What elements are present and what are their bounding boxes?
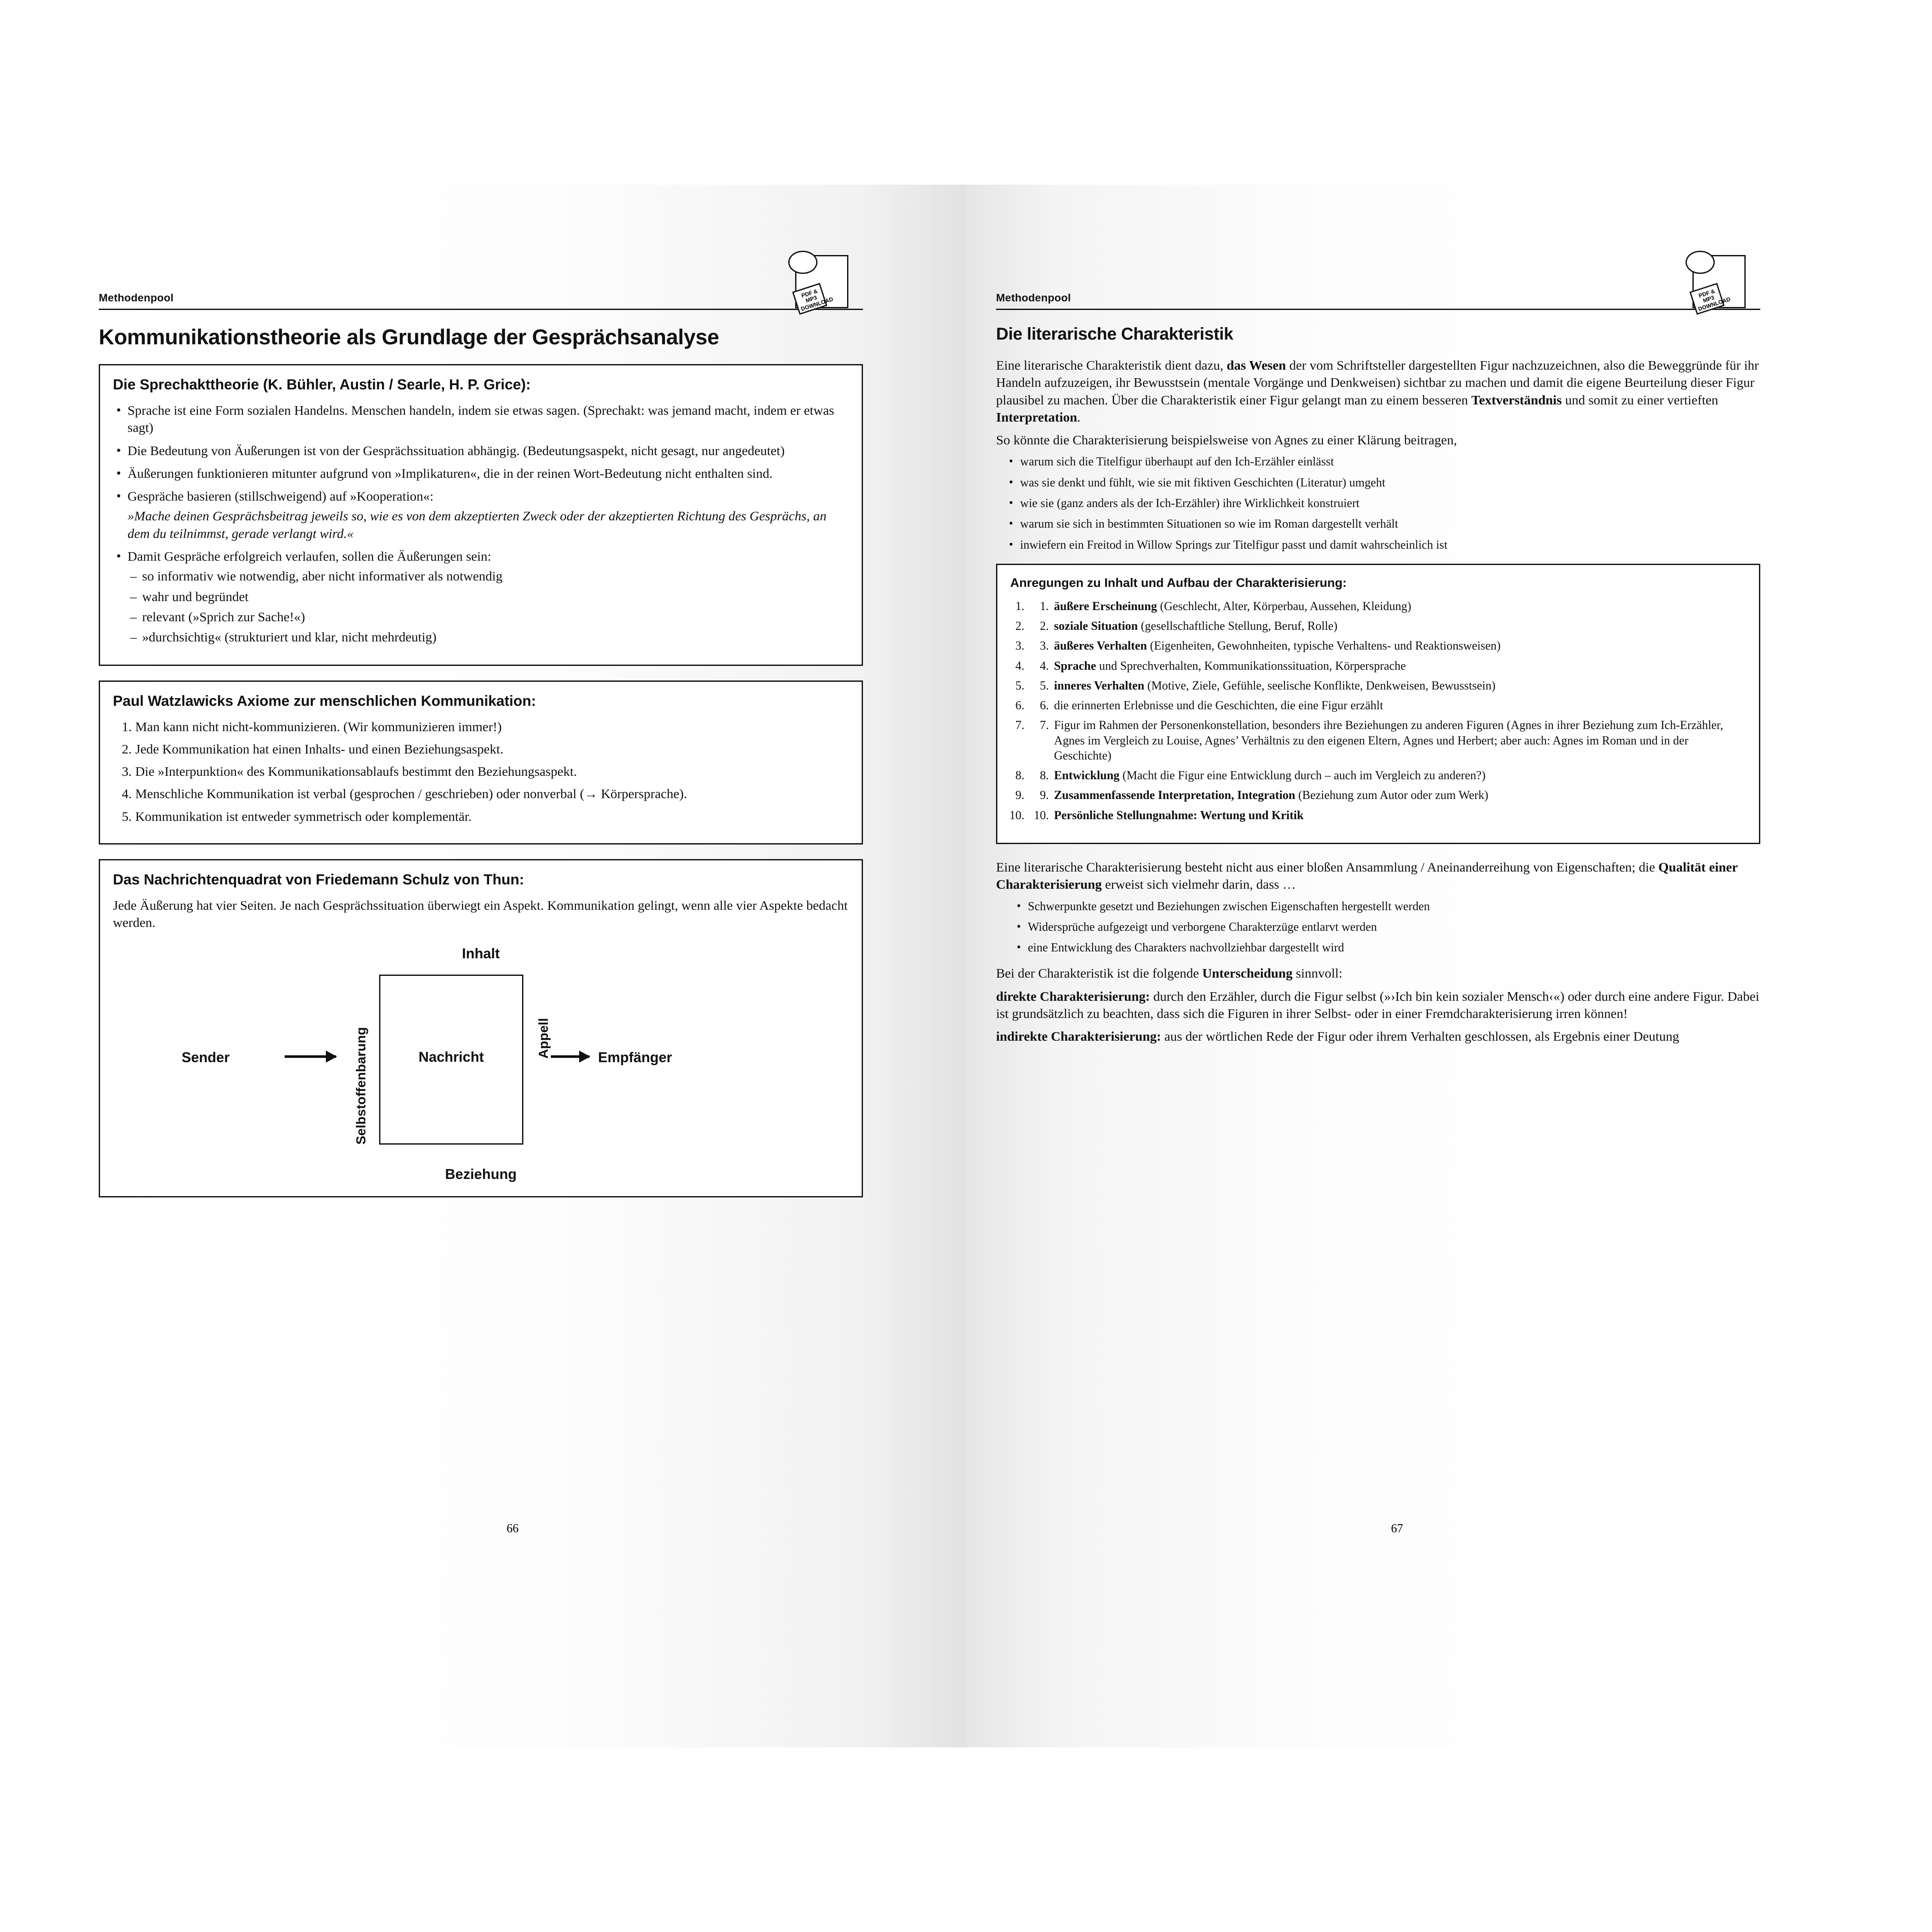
text-run: aus der wörtlichen Rede der Figur oder ihrem Verhalten geschlossen, als Ergebnis einer Deutung bbox=[1161, 1029, 1679, 1044]
list-item: • warum sie sich in bestimmten Situationen so wie im Roman dargestellt verhält bbox=[1005, 516, 1760, 532]
sprechakt-bullets bbox=[113, 402, 849, 646]
item-text: (Eigenheiten, Gewohnheiten, typische Verhaltens- und Reaktionsweisen) bbox=[1147, 639, 1501, 653]
right-page bbox=[996, 292, 1760, 1051]
item-text: (Macht die Figur eine Entwicklung durch – auch im Vergleich zu anderen?) bbox=[1119, 769, 1486, 783]
list-item: • warum sich die Titelfigur überhaupt auf den Ich-Erzähler einlässt bbox=[1005, 454, 1760, 469]
item-text: Figur im Rahmen der Personenkonstellation, besonders ihre Beziehungen zu anderen Figuren (Agnes in ihrer Beziehung zum Ich-Erzähler, Agnes im Vergleich zu Louise, Agnes’ Verhältnis zu den eigenen Eltern, Agnes und Herbert; aber auch: Agnes im Roman und in der Geschichte) bbox=[1054, 719, 1723, 762]
box-watzlawick bbox=[99, 680, 863, 844]
item-text: (Geschlecht, Alter, Körperbau, Aussehen, Kleidung) bbox=[1157, 599, 1412, 613]
diagram-label-appell: Appell bbox=[536, 1018, 551, 1059]
list-item: – relevant (»Sprich zur Sache!«) bbox=[128, 608, 849, 626]
box-title-anregungen: Anregungen zu Inhalt und Aufbau der Charakterisierung: bbox=[1010, 576, 1347, 590]
list-item bbox=[1027, 659, 1746, 674]
diagram-label-nachricht: Nachricht bbox=[418, 1048, 484, 1065]
text-run-bold: direkte Charakterisierung: bbox=[996, 988, 1150, 1004]
direkte-charakterisierung bbox=[996, 988, 1760, 1023]
list-item bbox=[1027, 768, 1746, 783]
text-run: sinnvoll: bbox=[1292, 966, 1343, 981]
item-text: die erinnerten Erlebnisse und die Geschichten, die eine Figur erzählt bbox=[1054, 699, 1383, 713]
list-item: Kommunikation ist entweder symmetrisch oder komplementär. bbox=[135, 808, 472, 824]
text-run: der vom Schriftsteller dargestellten Figur nachzuzeichnen, also die Beweggründe für ihr Handeln aufzuzeigen, ihr Bewusstsein (mentale Vorgänge und Denkweisen) sichtbar zu machen und damit die eigene Beurteilung dieser Figur plausibel zu machen. Über die Charakteristik einer Figur gelangt man zu einem besseren bbox=[996, 358, 1759, 407]
list-item: • inwiefern ein Freitod in Willow Springs zur Titelfigur passt und damit wahrscheinlich ist bbox=[1005, 538, 1760, 553]
list-item: Man kann nicht nicht-kommunizieren. (Wir kommunizieren immer!) bbox=[135, 719, 502, 734]
text-run: . bbox=[1077, 409, 1081, 425]
text-run-bold: das Wesen bbox=[1227, 358, 1286, 373]
list-item-text: Damit Gespräche erfolgreich verlaufen, sollen die Äußerungen sein: bbox=[128, 549, 492, 564]
text-run-bold: Textverständnis bbox=[1471, 392, 1562, 407]
badge-tag-label: PDF & MP3 DOWNLOAD bbox=[800, 288, 834, 312]
quality-bullets bbox=[1013, 899, 1760, 956]
list-item bbox=[1027, 638, 1746, 653]
item-keyword: Sprache bbox=[1054, 659, 1096, 673]
list-item: • wie sie (ganz anders als der Ich-Erzähler) ihre Wirklichkeit konstruiert bbox=[1005, 496, 1760, 511]
download-badge-icon-right bbox=[1683, 249, 1752, 313]
arrow-right-icon bbox=[551, 1055, 589, 1058]
item-text: (gesellschaftliche Stellung, Beruf, Rolle) bbox=[1138, 620, 1338, 633]
list-item-text: Gespräche basieren (stillschweigend) auf »Kooperation«: bbox=[128, 489, 434, 504]
item-keyword: soziale Situation bbox=[1054, 620, 1138, 633]
grice-quote: »Mache deinen Gesprächsbeitrag jeweils so, wie es von dem akzeptierten Zweck oder der akzeptierten Richtung des Gesprächs, an dem du teilnimmst, gerade verlangt wird.« bbox=[128, 508, 826, 541]
intro-paragraph-2: So könnte die Charakterisierung beispielsweise von Agnes zu einer Klärung beitragen, bbox=[996, 432, 1457, 448]
anregungen-list bbox=[1010, 599, 1746, 823]
item-keyword: äußere Erscheinung bbox=[1054, 599, 1157, 613]
text-run: und somit zu einer vertieften bbox=[1561, 392, 1718, 407]
text-run-bold: Qualität einer Charakterisierung bbox=[996, 860, 1738, 892]
badge-circle bbox=[788, 251, 817, 274]
list-item: – so informativ wie notwendig, aber nicht informativer als notwendig bbox=[128, 568, 849, 585]
box-title-sprechakttheorie: Die Sprechakttheorie (K. Bühler, Austin / Searle, H. P. Grice): bbox=[113, 377, 531, 393]
text-run: Bei der Charakteristik ist die folgende bbox=[996, 966, 1203, 981]
text-run: Eine literarische Charakteristik dient dazu, bbox=[996, 358, 1227, 373]
text-run-bold: Unterscheidung bbox=[1202, 966, 1293, 981]
list-item bbox=[113, 488, 849, 542]
list-item bbox=[1027, 599, 1746, 614]
diagram-label-empfaenger: Empfänger bbox=[598, 1049, 672, 1065]
badge-tag-label: PDF & MP3 DOWNLOAD bbox=[1697, 288, 1732, 312]
text-run-bold: indirekte Charakterisierung: bbox=[996, 1029, 1161, 1044]
list-item: • was sie denkt und fühlt, wie sie mit fiktiven Geschichten (Literatur) umgeht bbox=[1005, 475, 1760, 490]
item-keyword: Zusammenfassende Interpretation, Integration bbox=[1054, 789, 1295, 802]
box-sprechakttheorie bbox=[99, 364, 863, 666]
text-run: Eine literarische Charakterisierung besteht nicht aus einer bloßen Ansammlung / Aneinanderreihung von Eigenschaften; die bbox=[996, 860, 1659, 875]
intro-bullets bbox=[1005, 454, 1760, 552]
page-number-right: 67 bbox=[1391, 1522, 1403, 1535]
list-item: • Die Bedeutung von Äußerungen ist von der Gesprächssituation abhängig. (Bedeutungsaspekt, nicht gesagt, nur angedeutet) bbox=[113, 442, 849, 459]
left-page bbox=[99, 292, 863, 1212]
page-title-left: Kommunikationstheorie als Grundlage der Gesprächsanalyse bbox=[99, 325, 719, 349]
nachrichtenquadrat-paragraph: Jede Äußerung hat vier Seiten. Je nach Gesprächssituation überwiegt ein Aspekt. Kommunikation gelingt, wenn alle vier Aspekte bedacht werden. bbox=[113, 898, 848, 930]
text-run-bold: Interpretation bbox=[996, 409, 1077, 425]
unterscheidung-paragraph bbox=[996, 965, 1760, 982]
watzlawick-axioms bbox=[113, 718, 849, 825]
box-anregungen bbox=[996, 564, 1760, 844]
arrow-right-icon bbox=[285, 1055, 336, 1058]
badge-circle bbox=[1686, 251, 1715, 274]
list-item bbox=[1027, 808, 1746, 823]
diagram-label-selbstoffenbarung: Selbstoffenbarung bbox=[353, 1027, 368, 1145]
diagram-label-sender: Sender bbox=[182, 1049, 230, 1065]
list-item bbox=[1027, 788, 1746, 803]
diagram-label-inhalt: Inhalt bbox=[462, 945, 500, 961]
list-item: • eine Entwicklung des Charakters nachvollziehbar dargestellt wird bbox=[1013, 940, 1760, 955]
list-item bbox=[1027, 698, 1746, 713]
download-badge-icon-left bbox=[786, 249, 854, 313]
intro-paragraph-1 bbox=[996, 357, 1760, 426]
list-item bbox=[1027, 619, 1746, 634]
box-nachrichtenquadrat bbox=[99, 859, 863, 1197]
page-number-left: 66 bbox=[507, 1522, 519, 1535]
header-rule-left bbox=[99, 309, 863, 310]
text-run: erweist sich vielmehr darin, dass … bbox=[1102, 877, 1296, 892]
list-item: • Schwerpunkte gesetzt und Beziehungen zwischen Eigenschaften hergestellt werden bbox=[1013, 899, 1760, 914]
item-keyword: inneres Verhalten bbox=[1054, 679, 1145, 693]
item-keyword: Entwicklung bbox=[1054, 769, 1120, 783]
list-item: Die »Interpunktion« des Kommunikationsablaufs bestimmt den Beziehungsaspekt. bbox=[135, 764, 577, 779]
list-item: Menschliche Kommunikation ist verbal (gesprochen / geschrieben) oder nonverbal (→ Körpersprache). bbox=[135, 786, 687, 802]
box-title-watzlawick: Paul Watzlawicks Axiome zur menschlichen Kommunikation: bbox=[113, 693, 536, 709]
header-rule-right bbox=[996, 309, 1760, 310]
list-item: Jede Kommunikation hat einen Inhalts- und einen Beziehungsaspekt. bbox=[135, 741, 504, 756]
running-head-right: Methodenpool bbox=[996, 292, 1071, 304]
maxims-list bbox=[128, 568, 849, 646]
four-sides-diagram bbox=[113, 943, 849, 1183]
quality-paragraph bbox=[996, 859, 1760, 893]
item-keyword: äußeres Verhalten bbox=[1054, 639, 1147, 653]
item-text: (Beziehung zum Autor oder zum Werk) bbox=[1295, 789, 1488, 802]
list-item: – »durchsichtig« (strukturiert und klar, nicht mehrdeutig) bbox=[128, 629, 849, 646]
page-title-right: Die literarische Charakteristik bbox=[996, 325, 1233, 343]
list-item: • Sprache ist eine Form sozialen Handelns. Menschen handeln, indem sie etwas sagen. (Sprechakt: was jemand macht, indem er etwas sagt) bbox=[113, 402, 849, 437]
list-item: • Widersprüche aufgezeigt und verborgene Charakterzüge entlarvt werden bbox=[1013, 920, 1760, 935]
diagram-message-square bbox=[379, 975, 523, 1145]
list-item bbox=[113, 548, 849, 646]
item-text: und Sprechverhalten, Kommunikationssituation, Körpersprache bbox=[1096, 659, 1406, 673]
list-item: • Äußerungen funktionieren mitunter aufgrund von »Implikaturen«, die in der reinen Wort-Bedeutung nicht enthalten sind. bbox=[113, 465, 849, 482]
item-keyword: Persönliche Stellungnahme: Wertung und Kritik bbox=[1054, 808, 1304, 822]
list-item bbox=[1027, 718, 1746, 763]
item-text: (Motive, Ziele, Gefühle, seelische Konflikte, Denkweisen, Bewusstsein) bbox=[1144, 679, 1496, 693]
text-run: durch den Erzähler, durch die Figur selbst (»›Ich bin kein sozialer Mensch‹«) oder durch eine andere Figur. Dabei ist grundsätzlich zu beachten, dass sich die Figuren in ihrer Selbst- oder in einer Fremdcharakterisierung irren können! bbox=[996, 988, 1759, 1021]
indirekte-charakterisierung bbox=[996, 1028, 1760, 1045]
running-head-left: Methodenpool bbox=[99, 292, 174, 304]
list-item bbox=[1027, 678, 1746, 693]
diagram-label-beziehung: Beziehung bbox=[445, 1166, 517, 1182]
box-title-nachrichtenquadrat: Das Nachrichtenquadrat von Friedemann Schulz von Thun: bbox=[113, 872, 524, 888]
list-item: – wahr und begründet bbox=[128, 588, 849, 605]
